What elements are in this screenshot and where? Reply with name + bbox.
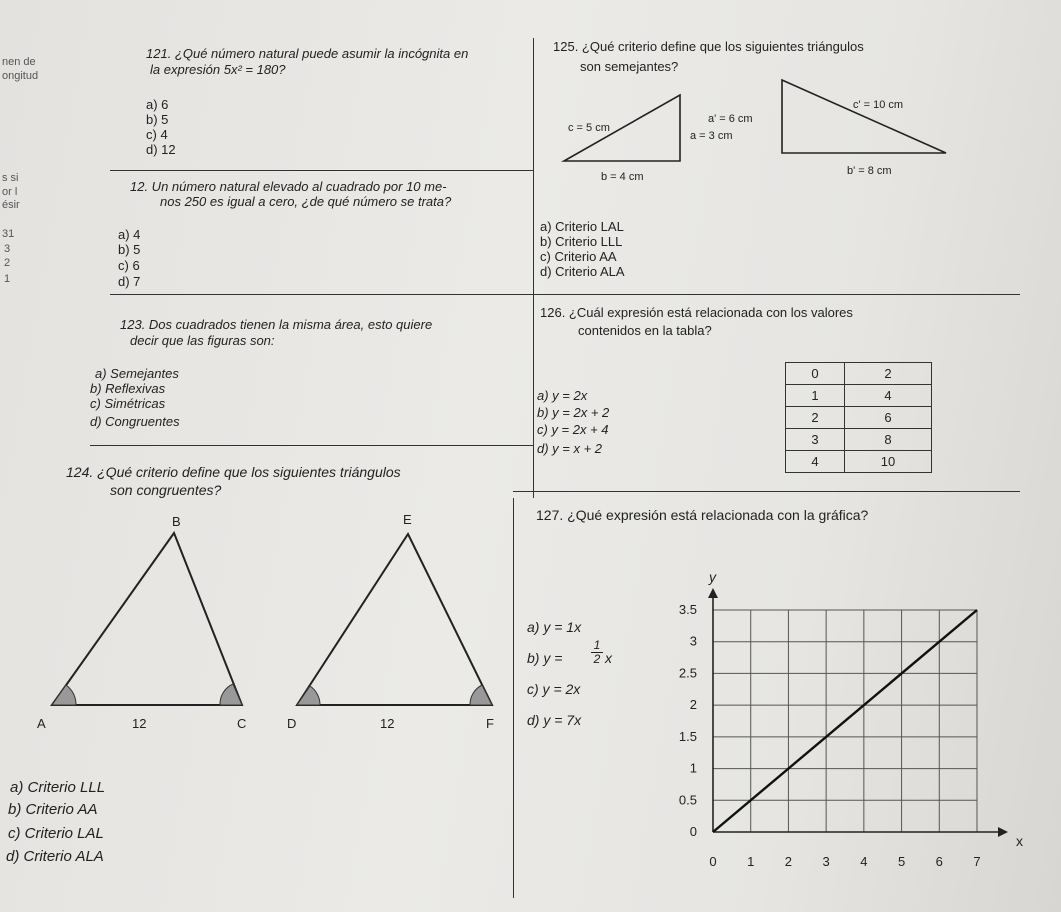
- question-122-option: a) 4: [118, 227, 141, 242]
- question-126-line2: contenidos en la tabla?: [578, 323, 712, 338]
- question-126-option: c) y = 2x + 4: [537, 422, 609, 437]
- question-122-option: d) 7: [118, 274, 141, 289]
- fraction-numerator: 1: [591, 639, 603, 653]
- question-125-option: a) Criterio LAL: [540, 219, 624, 234]
- question-127-option: b) y =: [527, 650, 563, 666]
- question-124-line1: 124. ¿Qué criterio define que los siguientes triángulos: [66, 464, 401, 480]
- y-tick-label: 0: [689, 824, 697, 839]
- question-123-line2: decir que las figuras son:: [130, 333, 275, 348]
- y-tick-label: 3: [689, 633, 697, 649]
- table-cell: 6: [845, 407, 932, 429]
- fraction-variable: x: [605, 650, 612, 666]
- question-121-line1: 121. ¿Qué número natural puede asumir la incógnita en: [146, 46, 469, 61]
- vertex-label-b: B: [172, 514, 181, 529]
- y-tick-label: 2.5: [678, 665, 697, 681]
- question-121-option: b) 5: [146, 112, 169, 127]
- table-cell: 3: [786, 429, 845, 451]
- side-label-c: c = 5 cm: [568, 122, 610, 134]
- table-cell: 2: [786, 407, 845, 429]
- question-124-option: c) Criterio LAL: [8, 825, 104, 842]
- x-tick-label: 3: [822, 854, 830, 869]
- question-126-option: a) y = 2x: [537, 388, 588, 403]
- question-124-option: d) Criterio ALA: [6, 848, 104, 865]
- side-label-c-prime: c' = 10 cm: [853, 99, 904, 111]
- question-127-option: d) y = 7x: [527, 712, 582, 728]
- x-tick-label: 4: [860, 854, 868, 869]
- question-123-line1: 123. Dos cuadrados tienen la misma área, esto quiere: [120, 317, 433, 332]
- table-cell: 4: [786, 451, 845, 473]
- x-tick-label: 0: [709, 854, 717, 869]
- table-cell: 2: [845, 363, 932, 385]
- x-axis-arrow-icon: [998, 827, 1008, 837]
- table-cell: 0: [786, 363, 845, 385]
- edge-fragment: ésir: [2, 199, 20, 211]
- vertex-label-a: A: [37, 716, 46, 731]
- question-122-option: c) 6: [118, 258, 140, 273]
- vertex-label-d: D: [287, 716, 297, 731]
- y-tick-label: 3.5: [678, 602, 697, 617]
- base-length-label: 12: [380, 716, 395, 731]
- question-121-option: d) 12: [146, 142, 176, 157]
- question-122-option: b) 5: [118, 242, 141, 257]
- edge-fragment: 3: [4, 243, 11, 255]
- question-127-line1: 127. ¿Qué expresión está relacionada con la gráfica?: [536, 507, 869, 523]
- question-123-option: d) Congruentes: [90, 414, 180, 429]
- question-122-line1: 12. Un número natural elevado al cuadrado por 10 me-: [130, 179, 447, 194]
- side-label-b-prime: b' = 8 cm: [847, 165, 892, 177]
- edge-fragment: ongitud: [2, 70, 39, 82]
- question-124-option: a) Criterio LLL: [10, 779, 106, 796]
- question-121-line2: la expresión 5x² = 180?: [150, 62, 286, 77]
- question-127-option: a) y = 1x: [527, 619, 582, 635]
- y-axis-arrow-icon: [708, 588, 718, 598]
- x-axis-label: x: [1016, 833, 1023, 849]
- edge-fragment: nen de: [2, 56, 36, 68]
- edge-fragment: 31: [2, 228, 15, 240]
- question-125-line2: son semejantes?: [580, 59, 679, 74]
- x-tick-label: 2: [784, 854, 793, 869]
- question-123-option: c) Simétricas: [90, 396, 166, 411]
- side-label-a: a = 3 cm: [690, 130, 733, 142]
- x-tick-label: 7: [973, 854, 981, 869]
- fraction-denominator: 2: [593, 652, 601, 666]
- question-125-option: b) Criterio LLL: [540, 234, 623, 249]
- y-tick-label: 0.5: [678, 792, 697, 808]
- edge-fragment: 2: [4, 257, 11, 269]
- question-126-line1: 126. ¿Cuál expresión está relacionada con los valores: [540, 305, 853, 320]
- question-123-option: a) Semejantes: [95, 366, 179, 381]
- question-126-option: d) y = x + 2: [537, 441, 603, 456]
- x-tick-label: 5: [897, 854, 906, 869]
- question-125-option: d) Criterio ALA: [540, 264, 625, 279]
- side-label-a-prime: a' = 6 cm: [708, 113, 753, 125]
- x-tick-label: 6: [935, 854, 943, 869]
- edge-fragment: 1: [4, 273, 11, 285]
- question-126-option: b) y = 2x + 2: [537, 405, 610, 420]
- edge-fragment: or l: [2, 186, 18, 198]
- question-124-option: b) Criterio AA: [8, 801, 98, 818]
- question-125-option: c) Criterio AA: [540, 249, 617, 264]
- question-122-line2: nos 250 es igual a cero, ¿de qué número se trata?: [160, 194, 452, 209]
- series-line: [713, 610, 977, 832]
- vertex-label-e: E: [403, 512, 412, 527]
- x-tick-label: 1: [747, 854, 755, 869]
- question-124-line2: son congruentes?: [110, 482, 222, 498]
- question-127-option: c) y = 2x: [527, 681, 581, 697]
- table-cell: 4: [845, 385, 932, 407]
- vertex-label-c: C: [237, 716, 247, 731]
- question-125-line1: 125. ¿Qué criterio define que los siguientes triángulos: [553, 39, 864, 54]
- y-tick-label: 1.5: [678, 728, 697, 744]
- table-cell: 8: [845, 429, 932, 451]
- base-length-label: 12: [132, 716, 147, 731]
- y-tick-label: 2: [689, 697, 697, 713]
- table-cell: 10: [845, 451, 932, 473]
- question-123-option: b) Reflexivas: [90, 381, 166, 396]
- vertex-label-f: F: [486, 716, 494, 731]
- y-axis-label: y: [709, 569, 716, 585]
- question-121-option: a) 6: [146, 97, 169, 112]
- question-121-option: c) 4: [146, 127, 168, 142]
- side-label-b: b = 4 cm: [601, 171, 644, 183]
- table-cell: 1: [786, 385, 845, 407]
- y-tick-label: 1: [689, 760, 697, 776]
- edge-fragment: s si: [2, 172, 19, 184]
